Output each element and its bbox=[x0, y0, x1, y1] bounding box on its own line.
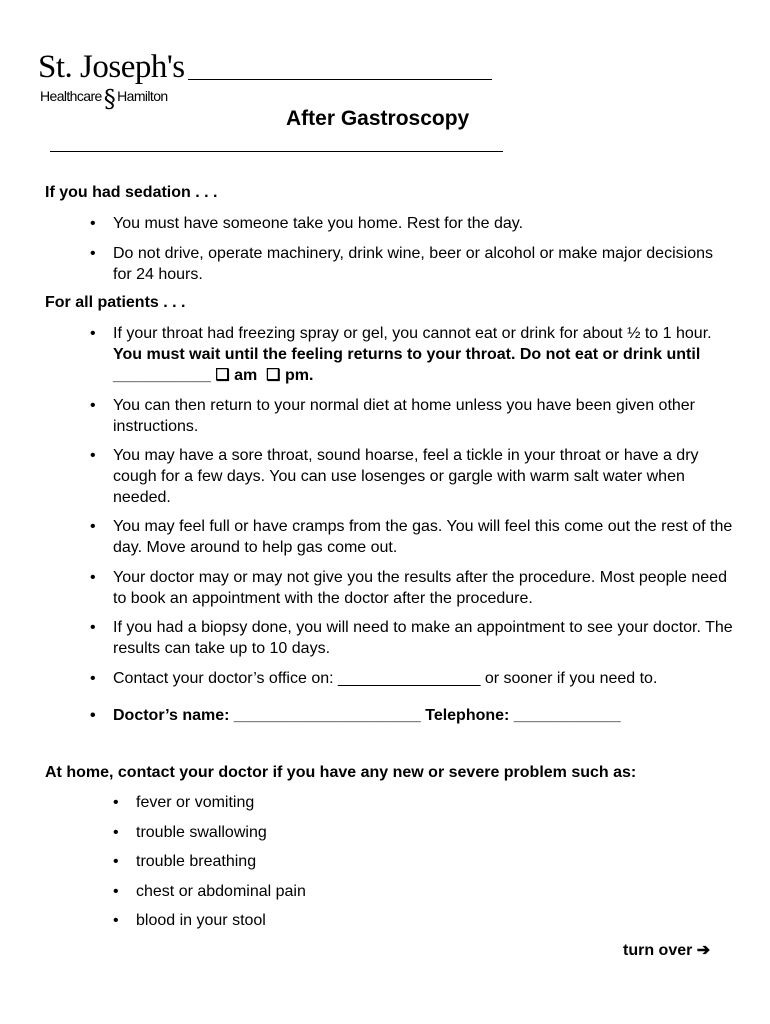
list-item-text: You can then return to your normal diet at home unless you have been given other instructions. bbox=[113, 397, 696, 435]
checkbox-pm[interactable]: ❑ pm. bbox=[266, 367, 314, 384]
bullet-icon: • bbox=[90, 325, 96, 342]
list-item-contact bbox=[90, 668, 733, 689]
bullet-icon: • bbox=[90, 707, 96, 724]
bullet-icon: • bbox=[113, 794, 119, 811]
list-item-text: You may have a sore throat, sound hoarse, feel a tickle in your throat or have a dry cough for a few days. You can use losenges or gargle with warm salt water when needed. bbox=[113, 447, 699, 506]
list-item bbox=[90, 213, 733, 234]
list-item bbox=[90, 243, 733, 285]
list-item-text: chest or abdominal pain bbox=[136, 883, 306, 900]
list-item-text: If your throat had freezing spray or gel, you cannot eat or drink for about ½ to 1 hour. bbox=[113, 325, 712, 342]
bullet-icon: • bbox=[90, 569, 96, 586]
list-item-text: Your doctor may or may not give you the results after the procedure. Most people need to book an appointment with the doctor after the procedure. bbox=[113, 569, 727, 607]
list-item-freezing bbox=[90, 323, 733, 386]
bullet-icon: • bbox=[90, 518, 96, 535]
logo-name: St. Joseph's bbox=[38, 49, 185, 85]
bullet-icon: • bbox=[113, 824, 119, 841]
list-item-text: Do not drive, operate machinery, drink wine, beer or alcohol or make major decisions for 24 hours. bbox=[113, 245, 713, 283]
list-item bbox=[90, 567, 733, 609]
logo-sub-right: Hamilton bbox=[117, 88, 168, 104]
bullet-icon: • bbox=[90, 397, 96, 414]
checkbox-icon: ❑ bbox=[215, 367, 230, 384]
bullet-icon: • bbox=[90, 619, 96, 636]
sedation-heading: If you had sedation . . . bbox=[45, 184, 218, 201]
list-item bbox=[113, 792, 254, 813]
list-item bbox=[113, 910, 266, 931]
bullet-icon: • bbox=[90, 215, 96, 232]
logo-subtitle bbox=[40, 85, 168, 113]
logo-rule bbox=[188, 79, 492, 80]
bullet-icon: • bbox=[90, 447, 96, 464]
list-item bbox=[113, 822, 267, 843]
title-rule bbox=[50, 151, 503, 152]
at-home-heading: At home, contact your doctor if you have any new or severe problem such as: bbox=[45, 764, 637, 781]
list-item-bold-text: You must wait until the feeling returns to your throat. Do not eat or drink until ___________ bbox=[113, 346, 701, 384]
list-item bbox=[113, 851, 256, 872]
list-item bbox=[90, 445, 733, 508]
hospital-logo bbox=[38, 49, 185, 113]
checkbox-am[interactable]: ❑ am bbox=[215, 367, 258, 384]
doctor-line: Doctor’s name: _____________________ Telephone: ____________ bbox=[113, 707, 621, 724]
list-item-text: If you had a biopsy done, you will need to make an appointment to see your doctor. The results can take up to 10 days. bbox=[113, 619, 733, 657]
list-item bbox=[113, 881, 306, 902]
list-item-text: fever or vomiting bbox=[136, 794, 255, 811]
bullet-icon: • bbox=[90, 245, 96, 262]
list-item-text: You may feel full or have cramps from the gas. You will feel this come out the rest of the day. Move around to help gas come out. bbox=[113, 518, 733, 556]
list-item-text: trouble swallowing bbox=[136, 824, 267, 841]
list-item-text: blood in your stool bbox=[136, 912, 266, 929]
list-item-text: trouble breathing bbox=[136, 853, 257, 870]
logo-symbol-icon: § bbox=[103, 85, 116, 113]
checkbox-icon: ❑ bbox=[266, 367, 281, 384]
bullet-icon: • bbox=[90, 670, 96, 687]
list-item-doctor bbox=[90, 705, 733, 726]
list-item-text: Contact your doctor’s office on: ________________ or sooner if you need to. bbox=[113, 670, 658, 687]
list-item bbox=[90, 516, 733, 558]
bullet-icon: • bbox=[113, 912, 119, 929]
all-patients-heading: For all patients . . . bbox=[45, 294, 186, 311]
bullet-icon: • bbox=[113, 883, 119, 900]
logo-sub-left: Healthcare bbox=[40, 88, 102, 104]
turn-over-note: turn over ➔ bbox=[623, 942, 711, 959]
arrow-right-icon: ➔ bbox=[696, 942, 711, 959]
list-item-text: You must have someone take you home. Rest for the day. bbox=[113, 215, 524, 232]
page-title: After Gastroscopy bbox=[286, 107, 470, 130]
list-item bbox=[90, 395, 733, 437]
list-item bbox=[90, 617, 733, 659]
bullet-icon: • bbox=[113, 853, 119, 870]
